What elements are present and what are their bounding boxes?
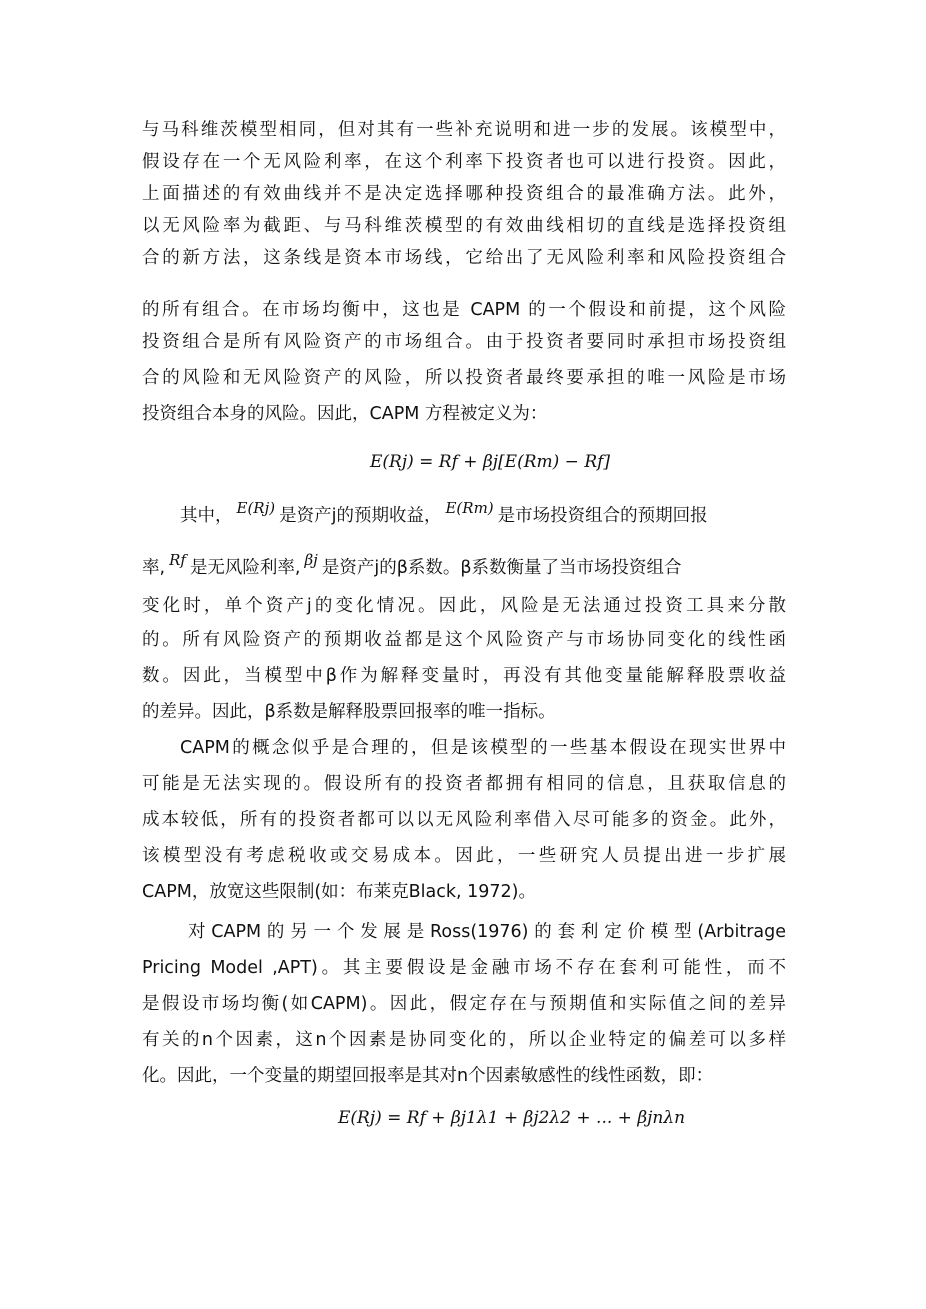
math-symbol: Rf [169,551,186,569]
where-line-1: 其中， E(Rj) 是资产j的预期收益， E(Rm) 是市场投资组合的预期回报 [180,499,708,526]
text-line: CAPM的概念似乎是合理的，但是该模型的一些基本假设在现实世界中 [180,738,786,758]
math-symbol: E(Rm) [445,499,494,517]
math-symbol: βj [304,551,318,569]
text-line: 的差异。因此，β系数是解释股票回报率的唯一指标。 [142,702,556,722]
text-line: CAPM，放宽这些限制(如：布莱克Black, 1972)。 [142,882,537,902]
text-line: 合的风险和无风险资产的风险，所以投资者最终要承担的唯一风险是市场 [142,368,786,388]
text-line: Pricing Model ,APT)。其主要假设是金融市场不存在套利可能性，而不 [142,958,786,978]
where-line-2: 率, Rf 是无风险利率, βj 是资产j的β系数。β系数衡量了当市场投资组合 [142,551,682,578]
text-line: 可能是无法实现的。假设所有的投资者都拥有相同的信息，且获取信息的 [142,774,786,794]
text-line: 以无风险率为截距、与马科维茨模型的有效曲线相切的直线是选择投资组 [142,216,786,236]
text-line: 假设存在一个无风险利率，在这个利率下投资者也可以进行投资。因此， [142,152,786,172]
text-line: 该模型没有考虑税收或交易成本。因此，一些研究人员提出进一步扩展 [142,846,786,866]
apt-equation: E(Rj) = Rf + βj1λ1 + βj2λ2 + ... + βjnλn [338,1108,686,1128]
text-line: 数。因此，当模型中β作为解释变量时，再没有其他变量能解释股票收益 [142,666,786,686]
text-line: 的所有组合。在市场均衡中，这也是 CAPM 的一个假设和前提，这个风险 [142,300,786,320]
text-line: 的。所有风险资产的预期收益都是这个风险资产与市场协同变化的线性函 [142,630,786,650]
capm-equation: E(Rj) = Rf + βj[E(Rm) − Rf] [370,452,611,472]
text-line: 是假设市场均衡(如CAPM)。因此，假定存在与预期值和实际值之间的差异 [142,994,786,1014]
text-line: 变化时，单个资产j的变化情况。因此，风险是无法通过投资工具来分散 [142,596,786,616]
text-line: 有关的n个因素，这n个因素是协同变化的，所以企业特定的偏差可以多样 [142,1030,786,1050]
text-line: 化。因此，一个变量的期望回报率是其对n个因素敏感性的线性函数，即： [142,1066,714,1086]
text-line: 投资组合是所有风险资产的市场组合。由于投资者要同时承担市场投资组 [142,332,786,352]
text-line: 与马科维茨模型相同，但对其有一些补充说明和进一步的发展。该模型中， [142,120,786,140]
text-line: 上面描述的有效曲线并不是决定选择哪种投资组合的最准确方法。此外， [142,184,786,204]
math-symbol: E(Rj) [236,499,276,517]
text-line: 投资组合本身的风险。因此，CAPM 方程被定义为： [142,404,548,424]
text-line: 合的新方法，这条线是资本市场线，它给出了无风险利率和风险投资组合 [142,248,786,268]
text-line: 成本较低，所有的投资者都可以以无风险利率借入尽可能多的资金。此外， [142,810,786,830]
text-line: 对CAPM的另一个发展是Ross(1976)的套利定价模型(Arbitrage [188,922,786,942]
